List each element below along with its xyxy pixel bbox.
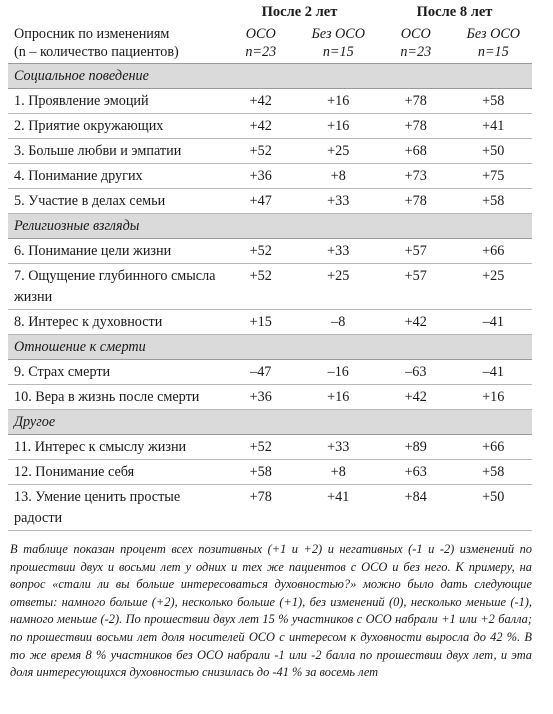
value-cell: +58 (455, 89, 533, 114)
value-cell: +36 (222, 385, 300, 410)
table-row (8, 164, 532, 189)
value-cell: +15 (222, 310, 300, 335)
document-page (8, 2, 532, 682)
value-cell: –47 (222, 360, 300, 385)
column-header (455, 24, 533, 64)
section-title: Религиозные взгляды (8, 214, 532, 239)
row-label: 5. Участие в делах семьи (8, 189, 222, 214)
table-row (8, 460, 532, 485)
value-cell: +25 (300, 264, 378, 310)
value-cell: +16 (300, 89, 378, 114)
column-header-n: n=23 (245, 44, 277, 60)
column-header-row (8, 24, 532, 64)
group-header-8-years: После 8 лет (416, 4, 493, 20)
row-label: 7. Ощущение глубинного смысла жизни (8, 264, 222, 310)
row-label: 2. Приятие окружающих (8, 114, 222, 139)
value-cell: –41 (455, 360, 533, 385)
value-cell: +42 (222, 89, 300, 114)
value-cell: +57 (377, 239, 455, 264)
row-label: 11. Интерес к смыслу жизни (8, 435, 222, 460)
value-cell: +78 (222, 485, 300, 531)
value-cell: +36 (222, 164, 300, 189)
value-cell: +52 (222, 264, 300, 310)
value-cell: +50 (455, 485, 533, 531)
value-cell: +78 (377, 114, 455, 139)
column-header-n: n=15 (322, 44, 354, 60)
value-cell: +84 (377, 485, 455, 531)
value-cell: +33 (300, 189, 378, 214)
row-label: 3. Больше любви и эмпатии (8, 139, 222, 164)
value-cell: +8 (300, 164, 378, 189)
value-cell: +41 (300, 485, 378, 531)
value-cell: +58 (455, 189, 533, 214)
row-label: 4. Понимание других (8, 164, 222, 189)
column-header-n: n=15 (477, 44, 509, 60)
empty-header-cell (8, 2, 222, 24)
section-header-row (8, 410, 532, 435)
changes-table (8, 2, 532, 531)
table-row (8, 385, 532, 410)
value-cell: +78 (377, 89, 455, 114)
section-title: Социальное поведение (8, 64, 532, 89)
value-cell: +89 (377, 435, 455, 460)
value-cell: +42 (377, 310, 455, 335)
column-header (377, 24, 455, 64)
column-header (300, 24, 378, 64)
column-header-group: Без ОСО (311, 26, 366, 42)
section-header-row (8, 64, 532, 89)
questionnaire-header-line1: Опросник по изменениям (14, 26, 170, 42)
value-cell: +68 (377, 139, 455, 164)
table-row (8, 435, 532, 460)
value-cell: +33 (300, 239, 378, 264)
row-label: 12. Понимание себя (8, 460, 222, 485)
questionnaire-header (8, 24, 222, 64)
row-label: 10. Вера в жизнь после смерти (8, 385, 222, 410)
value-cell: +16 (300, 114, 378, 139)
column-header-group: ОСО (400, 26, 431, 42)
value-cell: +63 (377, 460, 455, 485)
value-cell: +47 (222, 189, 300, 214)
value-cell: –63 (377, 360, 455, 385)
group-header-row (8, 2, 532, 24)
table-row (8, 114, 532, 139)
questionnaire-header-line2: (n – количество пациентов) (14, 44, 179, 60)
value-cell: +52 (222, 239, 300, 264)
value-cell: +42 (377, 385, 455, 410)
section-header-row (8, 214, 532, 239)
table-footnote: В таблице показан процент всех позитивных (+1 и +2) и негативных (-1 и -2) изменений по прошествии двух и восьми лет у одних и тех же пациентов с ОСО и без него. К примеру, на вопрос «стали ли вы больше интересоваться духовностью?» можно было дать следующие ответы: намного больше (+2), несколько больше (+1), без изменений (0), несколько меньше (-1), намного меньше (-2). По прошествии двух лет 15 % участников с ОСО набрали +1 или +2 балла; по прошествии восьми лет доля носителей ОСО с интересом к духовности выросла до 42 %. В то же время 8 % участников без ОСО набрали -1 или -2 балла по прошествии двух лет, и эта доля интересующихся духовностью снизилась до -41 % за восемь лет (10, 542, 532, 680)
value-cell: +25 (300, 139, 378, 164)
value-cell: +78 (377, 189, 455, 214)
row-label: 6. Понимание цели жизни (8, 239, 222, 264)
value-cell: +16 (455, 385, 533, 410)
value-cell: –16 (300, 360, 378, 385)
group-header-2-years: После 2 лет (261, 4, 338, 20)
value-cell: +25 (455, 264, 533, 310)
value-cell: +73 (377, 164, 455, 189)
value-cell: +57 (377, 264, 455, 310)
table-row (8, 264, 532, 310)
value-cell: +58 (222, 460, 300, 485)
table-row (8, 310, 532, 335)
value-cell: +33 (300, 435, 378, 460)
value-cell: +66 (455, 239, 533, 264)
table-row (8, 189, 532, 214)
table-row (8, 239, 532, 264)
table-row (8, 485, 532, 531)
value-cell: +42 (222, 114, 300, 139)
value-cell: –41 (455, 310, 533, 335)
row-label: 9. Страх смерти (8, 360, 222, 385)
column-header-group: ОСО (245, 26, 276, 42)
section-title: Другое (8, 410, 532, 435)
column-header-n: n=23 (400, 44, 432, 60)
column-header-group: Без ОСО (466, 26, 521, 42)
table-row (8, 360, 532, 385)
section-title: Отношение к смерти (8, 335, 532, 360)
value-cell: +16 (300, 385, 378, 410)
column-header (222, 24, 300, 64)
row-label: 1. Проявление эмоций (8, 89, 222, 114)
section-header-row (8, 335, 532, 360)
value-cell: +41 (455, 114, 533, 139)
value-cell: –8 (300, 310, 378, 335)
value-cell: +8 (300, 460, 378, 485)
row-label: 13. Умение ценить простые радости (8, 485, 222, 531)
value-cell: +52 (222, 435, 300, 460)
value-cell: +66 (455, 435, 533, 460)
table-row (8, 139, 532, 164)
value-cell: +52 (222, 139, 300, 164)
value-cell: +50 (455, 139, 533, 164)
value-cell: +58 (455, 460, 533, 485)
table-row (8, 89, 532, 114)
value-cell: +75 (455, 164, 533, 189)
row-label: 8. Интерес к духовности (8, 310, 222, 335)
